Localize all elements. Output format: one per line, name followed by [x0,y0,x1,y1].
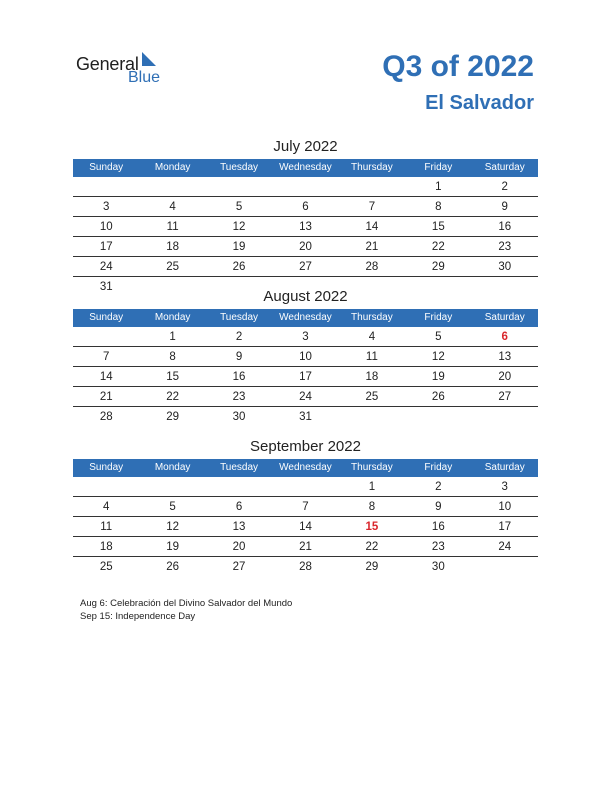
day-cell [472,557,538,576]
day-cell: 30 [431,561,445,573]
day-cell: 15 [166,371,180,383]
day-cell: 4 [169,201,176,213]
weekday-label: Wednesday [279,162,332,173]
weekday-label: Tuesday [220,312,259,323]
day-cell: 27 [232,561,246,573]
day-cell: 15 [431,221,445,233]
week-row [73,367,538,387]
weekday-label: Wednesday [279,312,332,323]
day-cell: 13 [498,351,512,363]
brand-logo [76,52,186,92]
day-cell: 10 [299,351,312,363]
day-cell: 19 [166,541,180,553]
holiday-day-cell: 15 [365,521,379,533]
day-cell: 18 [166,241,180,253]
day-cell: 22 [431,241,445,253]
weekday-header [73,459,538,477]
day-cell: 23 [431,541,445,553]
day-cell: 10 [498,501,512,513]
day-cell: 24 [498,541,512,553]
day-cell: 14 [299,521,312,533]
day-cell: 3 [103,201,110,213]
day-cell: 3 [501,481,508,493]
day-cell: 9 [435,501,442,513]
day-cell: 7 [302,501,309,513]
day-cell: 5 [169,501,176,513]
day-cell: 21 [99,391,113,403]
day-cell [339,407,405,426]
day-cell: 5 [235,201,243,213]
logo-triangle-icon [142,52,156,66]
day-cell: 20 [498,371,512,383]
day-cell: 25 [166,261,180,273]
week-row [73,257,538,277]
day-cell: 17 [99,241,113,253]
day-cell: 4 [368,331,376,343]
day-cell: 27 [498,391,512,403]
day-cell: 19 [232,241,246,253]
logo-general-text: General [76,54,139,74]
day-cell: 30 [498,261,512,273]
day-cell: 29 [431,261,445,273]
day-cell: 23 [498,241,512,253]
day-cell [73,477,139,496]
day-cell: 31 [99,281,113,293]
day-cell: 5 [435,331,442,343]
weekday-label: Sunday [89,312,124,323]
day-cell: 25 [99,561,113,573]
day-cell: 18 [99,541,113,553]
day-cell: 22 [365,541,379,553]
day-cell: 21 [365,241,379,253]
month-title: July 2022 [273,138,338,155]
weekday-label: Friday [424,462,453,473]
day-cell: 9 [501,201,508,213]
day-cell: 26 [431,391,445,403]
page-title: Q3 of 2022 [382,50,534,83]
day-cell: 26 [166,561,180,573]
weekday-header [73,309,538,327]
week-row [73,177,538,197]
holiday-note: Sep 15: Independence Day [80,611,196,622]
day-cell [339,177,405,196]
day-cell: 16 [232,371,246,383]
day-cell: 2 [235,331,243,343]
day-cell: 12 [166,521,180,533]
day-cell: 2 [435,481,442,493]
day-cell: 16 [498,221,512,233]
day-cell: 28 [365,261,379,273]
weekday-label: Friday [424,312,453,323]
day-cell: 8 [368,501,376,513]
day-cell: 27 [299,261,312,273]
week-row [73,347,538,367]
day-cell: 20 [299,241,312,253]
day-cell: 19 [431,371,445,383]
week-row [73,217,538,237]
day-cell: 18 [365,371,379,383]
weekday-label: Thursday [351,312,393,323]
day-cell [272,177,338,196]
day-cell: 24 [299,391,312,403]
weekday-label: Thursday [351,162,393,173]
day-cell: 7 [103,351,110,363]
weekday-label: Saturday [484,312,525,323]
day-cell: 1 [169,331,176,343]
day-cell: 13 [299,221,312,233]
weekday-label: Monday [154,162,191,173]
month-august [73,287,538,426]
day-cell: 6 [235,501,243,513]
week-row [73,537,538,557]
day-cell: 1 [368,481,376,493]
day-cell: 23 [232,391,246,403]
day-cell [206,177,272,196]
weekday-label: Thursday [351,462,393,473]
day-cell: 14 [99,371,113,383]
day-cell: 24 [99,261,113,273]
day-cell: 28 [299,561,312,573]
day-cell: 11 [166,221,179,233]
month-september [73,437,538,576]
weekday-label: Monday [154,462,191,473]
day-cell: 25 [365,391,379,403]
day-cell: 1 [435,181,442,193]
weekday-label: Sunday [89,462,124,473]
day-cell: 2 [501,181,508,193]
day-cell: 17 [498,521,512,533]
day-cell: 29 [166,411,180,423]
week-row [73,327,538,347]
day-cell [139,177,205,196]
day-cell: 3 [302,331,309,343]
day-cell: 22 [166,391,180,403]
country-name: El Salvador [425,92,534,114]
day-cell: 30 [232,411,246,423]
weekday-label: Monday [154,312,191,323]
week-row [73,197,538,217]
week-row [73,517,538,537]
day-cell: 6 [302,201,309,213]
day-cell: 9 [235,351,243,363]
day-cell: 28 [99,411,113,423]
day-cell: 29 [365,561,379,573]
day-cell [206,477,272,496]
day-cell: 26 [232,261,246,273]
day-cell: 12 [431,351,445,363]
logo-blue-text: Blue [128,69,161,86]
day-cell: 14 [365,221,379,233]
weekday-label: Wednesday [279,462,332,473]
holiday-day-cell: 6 [501,331,508,343]
holiday-note: Aug 6: Celebración del Divino Salvador del Mundo [80,598,293,609]
weekday-label: Saturday [484,462,525,473]
day-cell [73,177,139,196]
holiday-notes [80,597,292,623]
weekday-label: Tuesday [220,462,259,473]
week-row [73,477,538,497]
weekday-label: Saturday [484,162,525,173]
day-cell: 21 [299,541,312,553]
day-cell [472,407,538,426]
day-cell: 10 [99,221,113,233]
month-july [73,137,538,296]
day-cell: 16 [431,521,445,533]
week-row [73,237,538,257]
day-cell: 8 [169,351,176,363]
day-cell: 31 [299,411,312,423]
month-title: August 2022 [263,288,348,305]
day-cell [405,407,471,426]
day-cell [272,477,338,496]
day-cell [73,327,139,346]
weekday-header [73,159,538,177]
day-cell: 11 [365,351,378,363]
week-row [73,557,538,576]
weekday-label: Tuesday [220,162,259,173]
weekday-label: Sunday [89,162,124,173]
month-title: September 2022 [250,438,361,455]
day-cell: 8 [435,201,442,213]
day-cell [139,477,205,496]
day-cell: 7 [368,201,376,213]
day-cell: 20 [232,541,246,553]
week-row [73,497,538,517]
weekday-label: Friday [424,162,453,173]
week-row [73,387,538,407]
day-cell: 12 [232,221,246,233]
day-cell: 11 [100,521,113,533]
day-cell: 17 [299,371,312,383]
day-cell: 4 [103,501,110,513]
day-cell: 13 [232,521,246,533]
week-row [73,407,538,426]
